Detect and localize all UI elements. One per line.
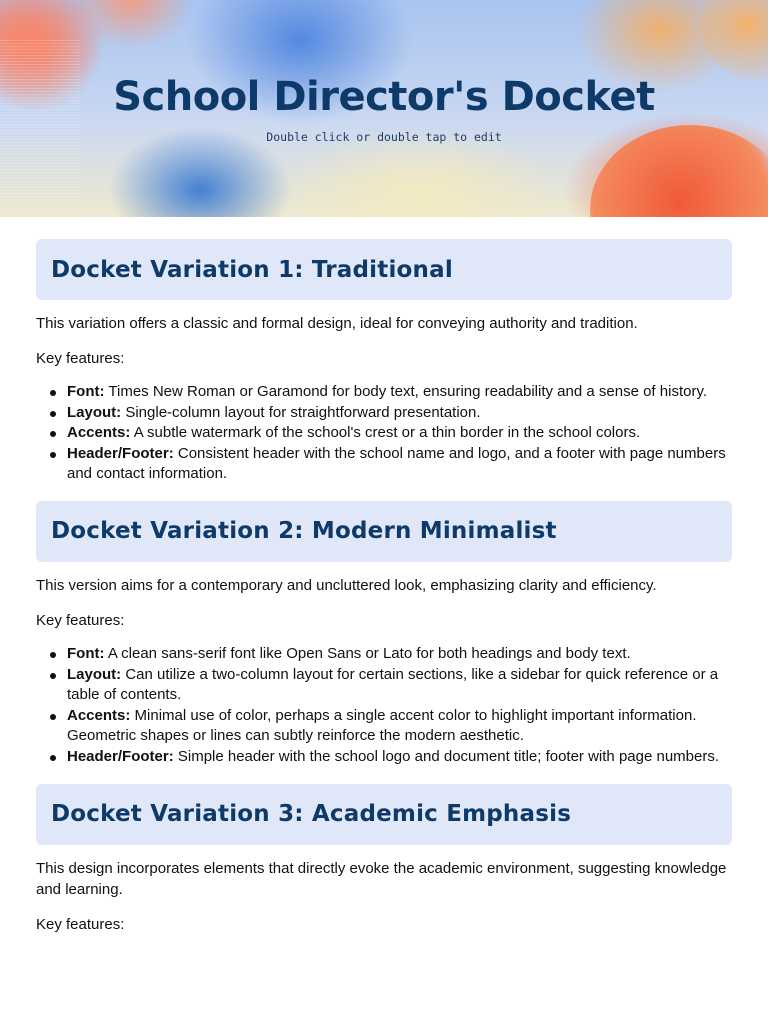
list-item xyxy=(67,665,732,706)
decorative-stripes xyxy=(0,40,80,210)
section-intro: This variation offers a classic and formal design, ideal for conveying authority and tradition. xyxy=(36,315,638,332)
key-features-label: Key features: xyxy=(36,915,125,933)
section-intro: This version aims for a contemporary and uncluttered look, emphasizing clarity and efficiency. xyxy=(36,576,657,594)
feature-text: Times New Roman or Garamond for body text, ensuring readability and a sense of history. xyxy=(104,383,707,400)
section-intro: This design incorporates elements that directly evoke the academic environment, suggesting knowledge and learning. xyxy=(36,859,727,898)
section-heading-band xyxy=(36,239,732,300)
feature-term: Accents: xyxy=(67,424,131,442)
section-heading[interactable]: Docket Variation 1: Traditional xyxy=(51,256,453,283)
feature-text: A subtle watermark of the school's crest or a thin border in the school colors. xyxy=(130,424,641,442)
list-item xyxy=(67,644,732,665)
feature-term: Font: xyxy=(67,383,105,400)
list-item xyxy=(67,423,732,444)
document-body xyxy=(36,239,732,935)
feature-text: Can utilize a two-column layout for certain sections, like a sidebar for quick reference or a table of contents. xyxy=(67,665,719,704)
page-title[interactable]: School Director's Docket xyxy=(113,74,655,120)
feature-list xyxy=(36,382,732,485)
section-heading-band xyxy=(36,784,732,845)
edit-hint: Double click or double tap to edit xyxy=(266,130,502,144)
section-heading[interactable]: Docket Variation 3: Academic Emphasis xyxy=(51,801,572,828)
list-item xyxy=(67,706,732,747)
feature-term: Layout: xyxy=(67,403,122,421)
feature-text: Single-column layout for straightforward presentation. xyxy=(121,403,481,421)
feature-term: Font: xyxy=(67,644,105,662)
feature-term: Header/Footer: xyxy=(67,747,174,765)
feature-text: Consistent header with the school name and logo, and a footer with page numbers and contact information. xyxy=(67,444,726,483)
list-item xyxy=(67,747,732,768)
feature-text: Simple header with the school logo and document title; footer with page numbers. xyxy=(173,747,720,765)
list-item xyxy=(67,403,732,424)
feature-term: Accents: xyxy=(67,706,131,724)
section-heading[interactable]: Docket Variation 2: Modern Minimalist xyxy=(51,518,557,545)
feature-term: Header/Footer: xyxy=(67,444,174,462)
header-banner xyxy=(0,0,768,217)
feature-text: A clean sans-serif font like Open Sans or Lato for both headings and body text. xyxy=(104,644,631,662)
feature-text: Minimal use of color, perhaps a single accent color to highlight important information. Geometric shapes or lines can subtly reinforce the modern aesthetic. xyxy=(67,706,697,745)
section-heading-band xyxy=(36,501,732,562)
list-item xyxy=(67,382,732,403)
feature-list xyxy=(36,644,732,768)
list-item xyxy=(67,444,732,485)
key-features-label: Key features: xyxy=(36,611,125,629)
decorative-blob xyxy=(700,0,768,80)
feature-term: Layout: xyxy=(67,665,122,683)
key-features-label: Key features: xyxy=(36,350,125,367)
